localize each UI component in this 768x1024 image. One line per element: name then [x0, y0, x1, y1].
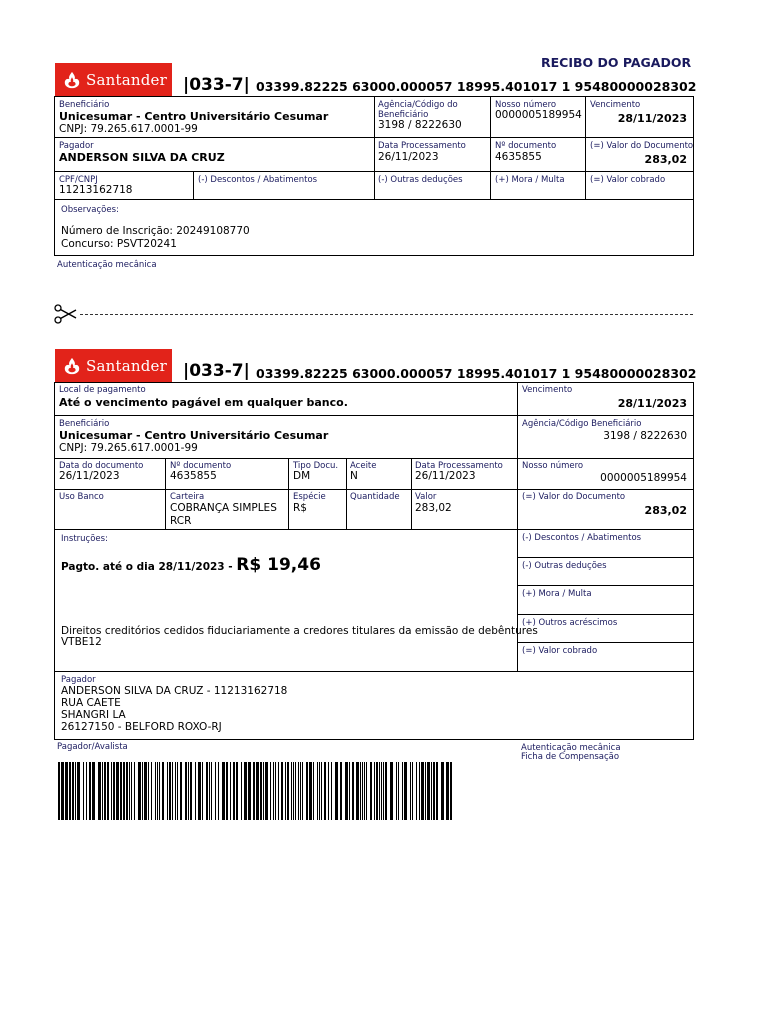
tipo-doc-value: DM [293, 470, 311, 482]
santander-logo [55, 63, 172, 96]
santander-flame-icon [63, 357, 81, 375]
valor-label: Valor [415, 492, 437, 502]
autenticacao-mecanica-ficha: Autenticação mecânica [521, 743, 621, 753]
carteira-label: Carteira [170, 492, 205, 502]
pagto-line [61, 555, 321, 575]
autenticacao-mecanica: Autenticação mecânica [57, 260, 157, 270]
nosso-numero-value: 0000005189954 [495, 109, 582, 121]
quantidade-label: Quantidade [350, 492, 400, 502]
descontos-label-ficha: (-) Descontos / Abatimentos [522, 533, 642, 543]
aceite-label: Aceite [350, 461, 377, 471]
instrucoes-label: Instruções: [61, 534, 108, 544]
cpf-cnpj-value: 11213162718 [59, 184, 133, 196]
pagador-label: Pagador [59, 141, 94, 151]
numero-documento-label: Nº documento [495, 141, 557, 151]
bank-name: Santander [86, 70, 167, 89]
data-processamento-value-ficha: 26/11/2023 [415, 470, 476, 482]
observacoes-line1: Número de Inscrição: 20249108770 [61, 225, 250, 237]
uso-banco-label: Uso Banco [59, 492, 104, 502]
carteira-line1: COBRANÇA SIMPLES [170, 502, 277, 514]
agencia-label-ficha: Agência/Código Beneficiário [522, 419, 642, 429]
pagador-avalista-label: Pagador/Avalista [57, 742, 128, 752]
cut-line [80, 314, 693, 315]
bank-name-ficha: Santander [86, 356, 167, 375]
aceite-value: N [350, 470, 358, 482]
data-processamento-label-ficha: Data Processamento [415, 461, 503, 471]
ficha-compensacao-label: Ficha de Compensação [521, 752, 620, 762]
beneficiario-name: Unicesumar - Centro Universitário Cesumar [59, 110, 329, 123]
receipt-title: RECIBO DO PAGADOR [541, 55, 692, 70]
especie-value: R$ [293, 502, 307, 514]
data-processamento-value: 26/11/2023 [378, 151, 439, 163]
numero-documento-value: 4635855 [495, 151, 542, 163]
santander-flame-icon [63, 71, 81, 89]
pagador-line4: 26127150 - BELFORD ROXO-RJ [61, 721, 222, 733]
especie-label: Espécie [293, 492, 326, 502]
beneficiario-label: Beneficiário [59, 100, 110, 110]
digitable-line-ficha: 03399.82225 63000.000057 18995.401017 1 95480000028302 [256, 366, 697, 381]
observacoes-line2: Concurso: PSVT20241 [61, 238, 177, 250]
nosso-numero-value-ficha: 0000005189954 [600, 472, 687, 484]
mora-multa-label: (+) Mora / Multa [495, 175, 565, 185]
santander-logo-ficha [55, 349, 172, 382]
numero-documento-value-ficha: 4635855 [170, 470, 217, 482]
pagador-line2: RUA CAETE [61, 697, 121, 709]
valor-value: 283,02 [415, 502, 452, 514]
data-documento-label: Data do documento [59, 461, 144, 471]
digitable-line: 03399.82225 63000.000057 18995.401017 1 95480000028302 [256, 79, 697, 94]
numero-documento-label-ficha: Nº documento [170, 461, 232, 471]
beneficiario-label-ficha: Beneficiário [59, 419, 110, 429]
local-pagamento-value: Até o vencimento pagável em qualquer banco. [59, 396, 348, 409]
pagador-name: ANDERSON SILVA DA CRUZ [59, 151, 225, 164]
tipo-doc-label: Tipo Docu. [293, 461, 339, 471]
scissors-icon [54, 304, 78, 324]
valor-cobrado-label: (=) Valor cobrado [590, 175, 666, 185]
barcode [58, 762, 452, 820]
bank-code: |033-7| [183, 75, 250, 95]
cpf-cnpj-label: CPF/CNPJ [59, 175, 98, 185]
outras-deducoes-label: (-) Outras deduções [378, 175, 463, 185]
pagto-prefix: Pagto. até o dia 28/11/2023 - [61, 561, 237, 573]
agencia-value: 3198 / 8222630 [378, 119, 462, 131]
valor-documento-label: (=) Valor do Documento [590, 141, 694, 151]
pagador-line3: SHANGRI LA [61, 709, 126, 721]
vencimento-value-ficha: 28/11/2023 [617, 397, 687, 410]
descontos-label: (-) Descontos / Abatimentos [198, 175, 318, 185]
vencimento-label-ficha: Vencimento [522, 385, 573, 395]
pagador-label-ficha: Pagador [61, 675, 96, 685]
nosso-numero-label-ficha: Nosso número [522, 461, 584, 471]
data-processamento-label: Data Processamento [378, 141, 466, 151]
agencia-value-ficha: 3198 / 8222630 [603, 430, 687, 442]
valor-cobrado-label-ficha: (=) Valor cobrado [522, 646, 598, 656]
outras-deducoes-label-ficha: (-) Outras deduções [522, 561, 607, 571]
pagto-amount: R$ 19,46 [236, 555, 321, 575]
outros-acrescimos-label: (+) Outros acréscimos [522, 618, 618, 628]
local-pagamento-label: Local de pagamento [59, 385, 146, 395]
data-documento-value: 26/11/2023 [59, 470, 120, 482]
vencimento-value: 28/11/2023 [617, 112, 687, 125]
agencia-label: Agência/Código do Beneficiário [378, 100, 458, 120]
vencimento-label: Vencimento [590, 100, 641, 110]
observacoes-label: Observações: [61, 205, 119, 215]
direitos-line2: VTBE12 [61, 636, 102, 648]
valor-documento-value-ficha: 283,02 [644, 504, 687, 517]
valor-documento-value: 283,02 [644, 153, 687, 166]
carteira-line2: RCR [170, 515, 192, 527]
mora-multa-label-ficha: (+) Mora / Multa [522, 589, 592, 599]
beneficiario-cnpj: CNPJ: 79.265.617.0001-99 [59, 123, 198, 135]
beneficiario-name-ficha: Unicesumar - Centro Universitário Cesumar [59, 429, 329, 442]
valor-documento-label-ficha: (=) Valor do Documento [522, 492, 626, 502]
beneficiario-cnpj-ficha: CNPJ: 79.265.617.0001-99 [59, 442, 198, 454]
direitos-line1: Direitos creditórios cedidos fiduciariamente a credores titulares da emissão de debêntures [61, 625, 538, 637]
nosso-numero-label: Nosso número [495, 100, 557, 110]
pagador-line1: ANDERSON SILVA DA CRUZ - 11213162718 [61, 685, 288, 697]
bank-code-ficha: |033-7| [183, 361, 250, 381]
